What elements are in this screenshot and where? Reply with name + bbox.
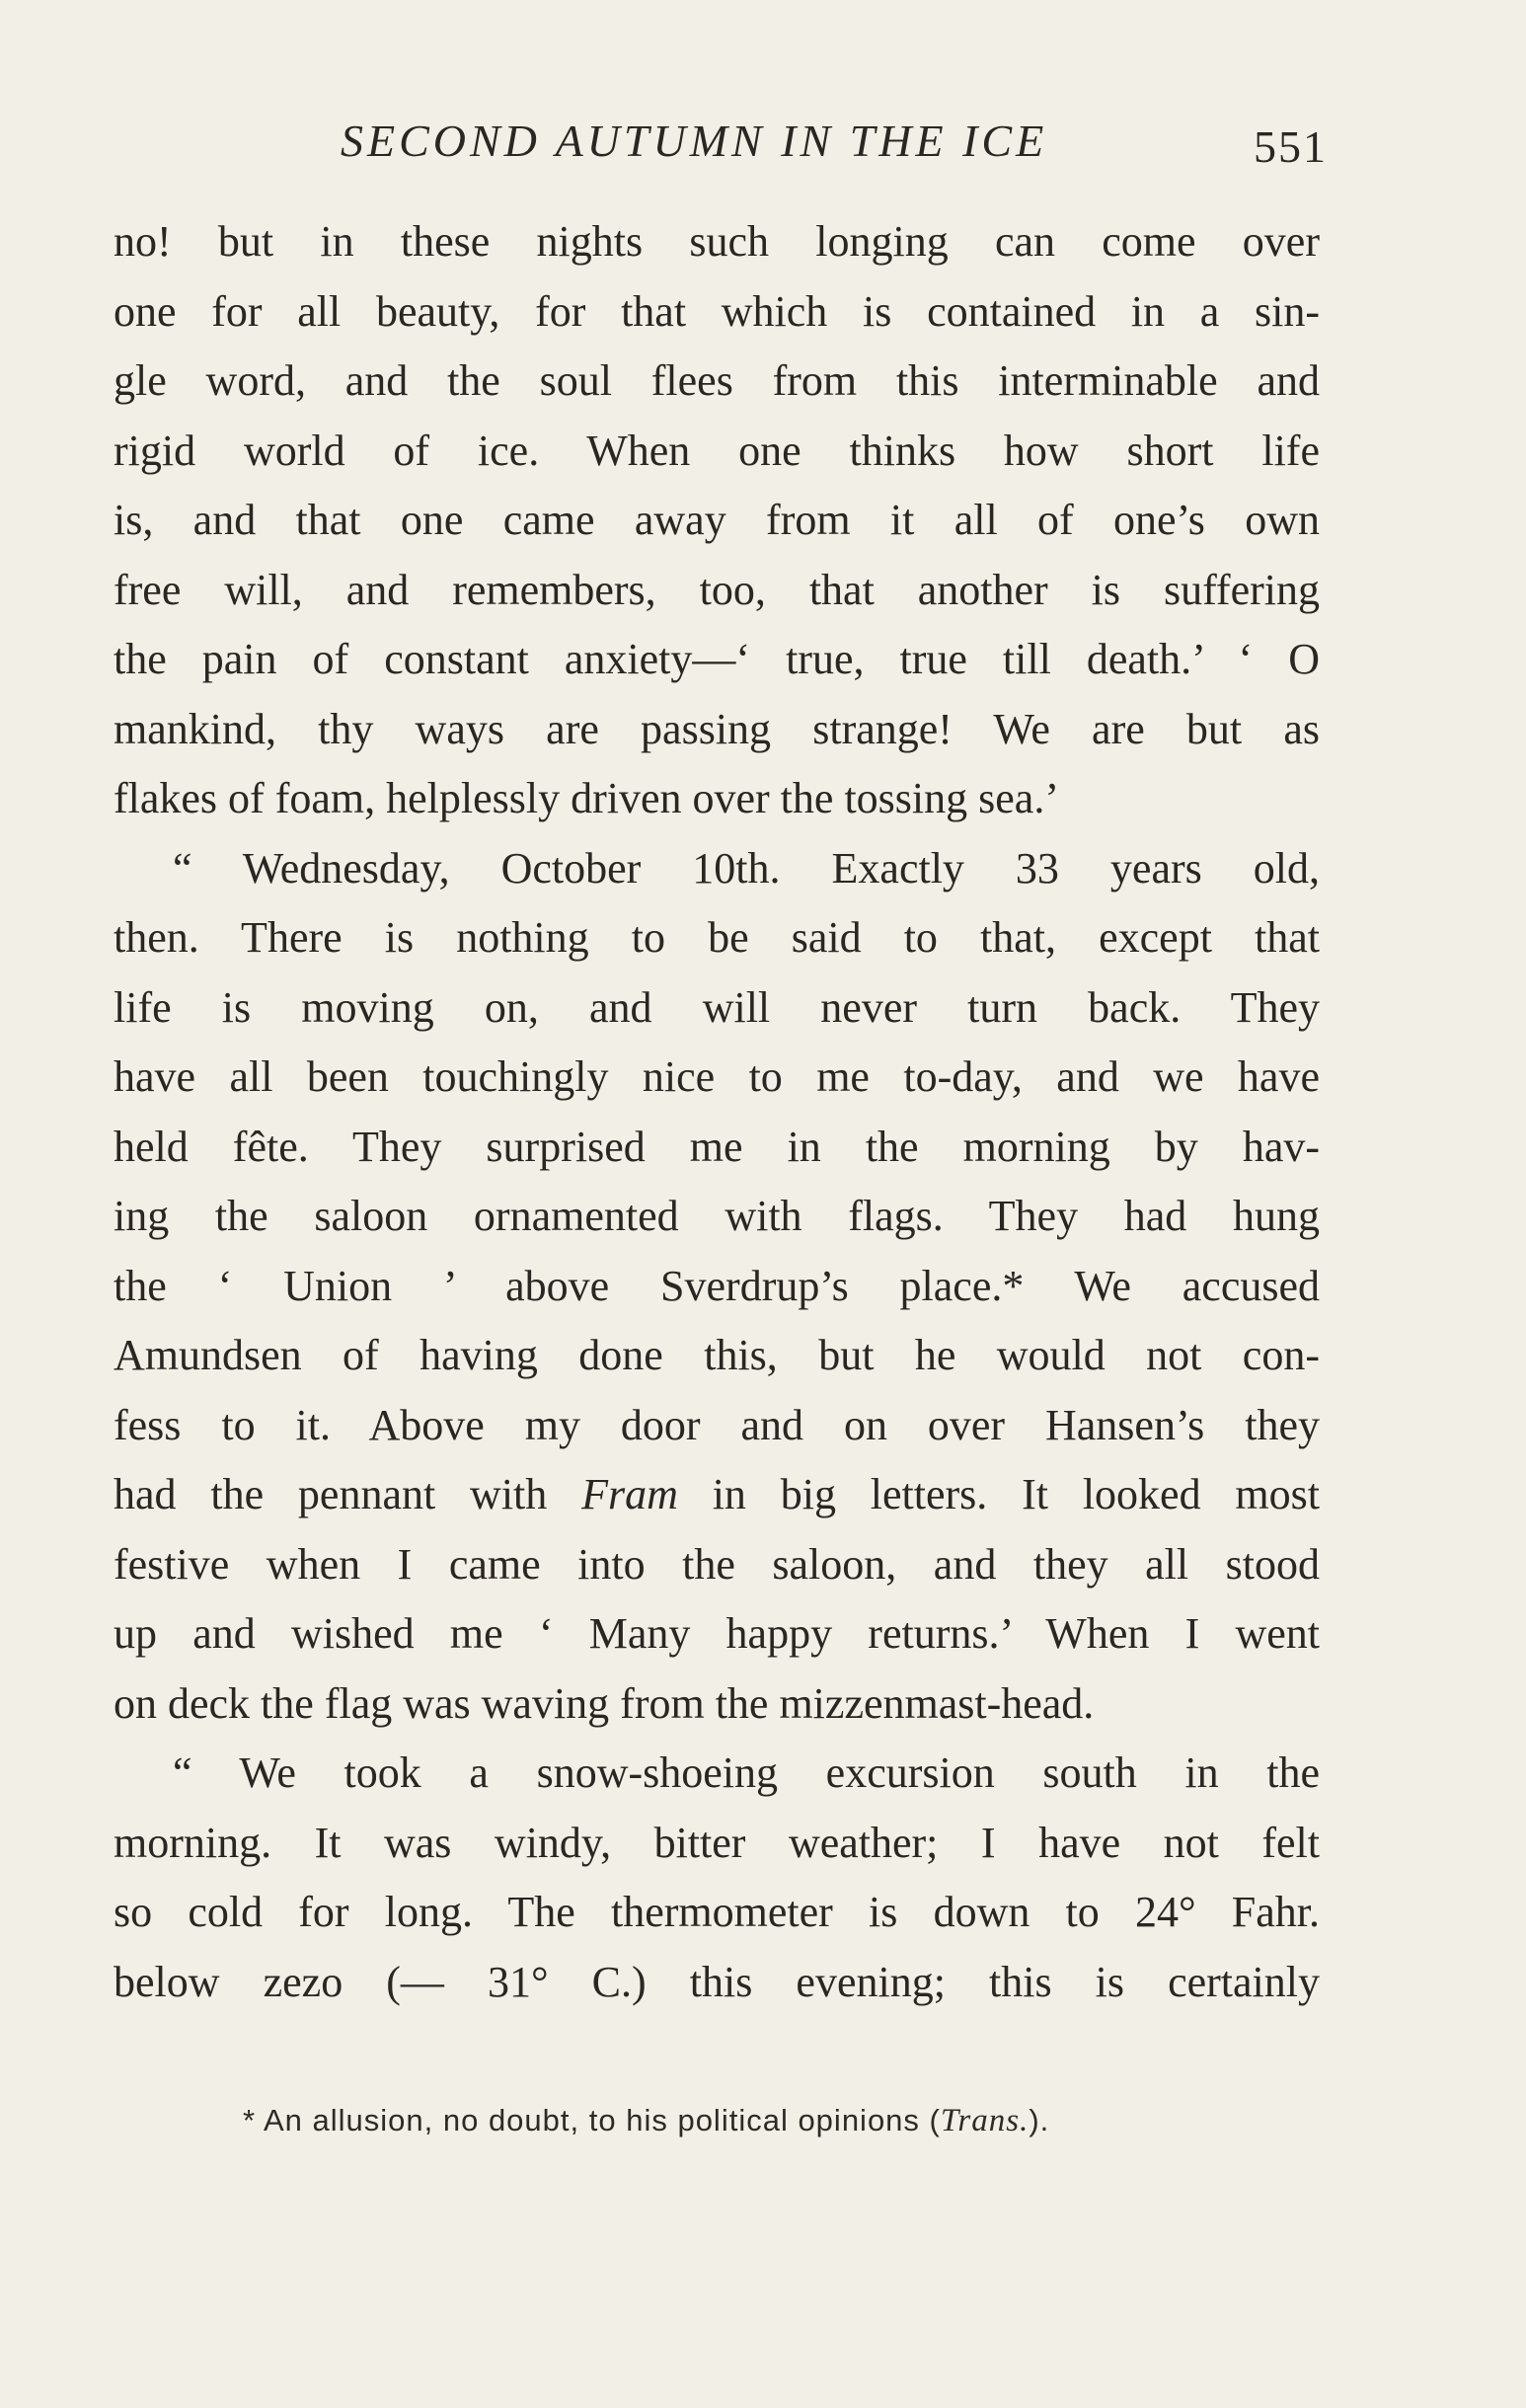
text-line: below zezo (— 31° C.) this evening; this is certainly xyxy=(114,1957,1320,2006)
text-line: then. There is nothing to be said to that, except that xyxy=(114,913,1320,962)
text-line: mankind, thy ways are passing strange! We are but as xyxy=(114,704,1320,753)
text-line: festive when I came into the saloon, and they all stood xyxy=(114,1539,1320,1589)
text-line: up and wished me ‘ Many happy returns.’ When I went xyxy=(114,1609,1320,1658)
text-line: ing the saloon ornamented with flags. They had hung xyxy=(114,1192,1320,1240)
text-line: held fête. They surprised me in the morning by hav- xyxy=(114,1122,1320,1171)
text-segment: in big letters. It looked most xyxy=(677,1470,1320,1518)
text-line: “ We took a snow-shoeing excursion south in the xyxy=(173,1748,1320,1797)
text-line: so cold for long. The thermometer is down to 24° Fahr. xyxy=(114,1888,1320,1936)
text-line: the ‘ Union ’ above Sverdrup’s place.* We accused xyxy=(114,1261,1320,1310)
footnote-italic: Trans. xyxy=(940,2103,1030,2138)
footnote-text: * An allusion, no doubt, to his political opinions ( xyxy=(243,2103,941,2137)
text-line: rigid world of ice. When one thinks how short life xyxy=(114,426,1320,475)
text-line: is, and that one came away from it all of one’s own xyxy=(114,496,1320,544)
text-line: “ Wednesday, October 10th. Exactly 33 years old, xyxy=(173,843,1320,893)
text-line: the pain of constant anxiety—‘ true, true till death.’ ‘ O xyxy=(114,635,1320,683)
text-line: on deck the flag was waving from the mizzenmast-head. xyxy=(114,1678,1095,1728)
footnote-close: ). xyxy=(1029,2103,1050,2137)
text-line: gle word, and the soul flees from this interminable and xyxy=(114,356,1320,405)
running-head xyxy=(341,115,1328,174)
ship-name-italic: Fram xyxy=(581,1470,678,1518)
text-line: one for all beauty, for that which is contained in a sin- xyxy=(114,286,1320,336)
text-line: free will, and remembers, too, that another is suffering xyxy=(114,565,1320,614)
text-line: Amundsen of having done this, but he would not con- xyxy=(114,1331,1320,1379)
text-line: flakes of foam, helplessly driven over the tossing sea.’ xyxy=(114,774,1059,822)
text-line: fess to it. Above my door and on over Hansen’s they xyxy=(114,1400,1320,1449)
body-text xyxy=(114,207,1320,2017)
text-segment: had the pennant with xyxy=(114,1470,582,1518)
text-line: no! but in these nights such longing can come over xyxy=(114,217,1320,266)
chapter-title: SECOND AUTUMN IN THE ICE xyxy=(341,116,1048,166)
text-line: morning. It was windy, bitter weather; I have not felt xyxy=(114,1818,1320,1867)
text-line-with-italic xyxy=(114,1460,1320,1530)
page-number: 551 xyxy=(1254,121,1328,172)
text-line: life is moving on, and will never turn back. They xyxy=(114,982,1320,1032)
text-line: have all been touchingly nice to me to-day, and we have xyxy=(114,1052,1320,1101)
footnote xyxy=(243,2103,1230,2139)
